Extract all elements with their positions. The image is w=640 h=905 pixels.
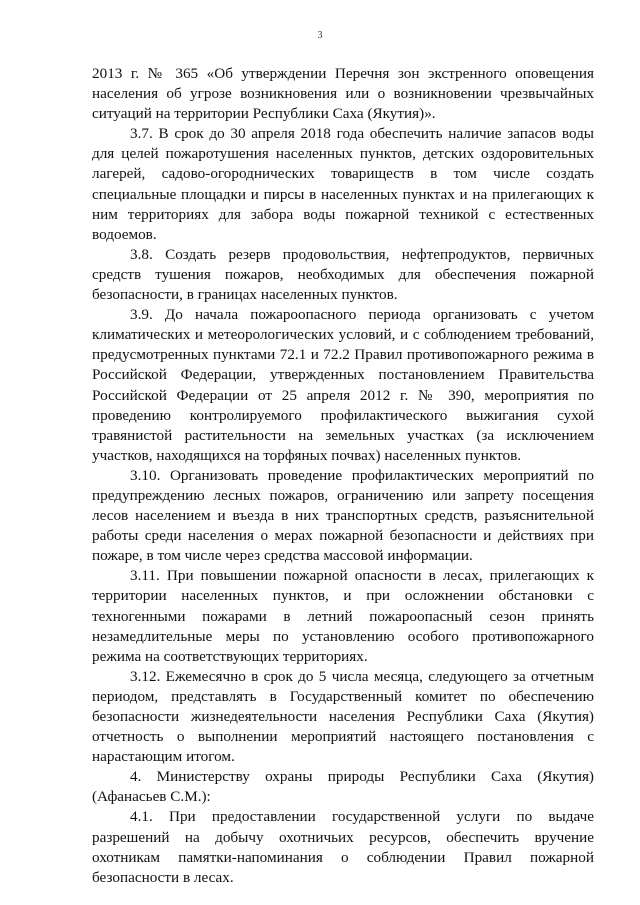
document-body	[92, 64, 594, 888]
paragraph-3-12: 3.12. Ежемесячно в срок до 5 числа месяца, следующего за отчетным периодом, представлять в Государственный комитет по обеспечению безопасности жизнедеятельности населения Республики Саха (Якутия) отчетность о выполнении мероприятий настоящего постановления с нарастающим итогом.	[92, 667, 594, 766]
paragraph-3-8: 3.8. Создать резерв продовольствия, нефтепродуктов, первичных средств тушения пожаров, необходимых для обеспечения пожарной безопасности, в границах населенных пунктов.	[92, 245, 594, 304]
paragraph-4: 4. Министерству охраны природы Республики Саха (Якутия) (Афанасьев С.М.):	[92, 768, 594, 806]
paragraph-3-11: 3.11. При повышении пожарной опасности в лесах, прилегающих к территории населенных пунктов, и при осложнении обстановки с техногенными пожарами в летний пожароопасный сезон принять незамедлительные меры по установлению особого противопожарного режима на соответствующих территориях.	[92, 567, 594, 665]
page-number: 3	[317, 30, 323, 41]
paragraph-3-9: 3.9. До начала пожароопасного периода организовать с учетом климатических и метеорологических условий, и с соблюдением требований, предусмотренных пунктами 72.1 и 72.2 Правил противопожарного режима в Российской Федерации, утвержденных постановлением Правительства Российской Федерации от 25 апреля 2012 г. № 390, мероприятия по проведению контролируемого профилактического выжигания сухой травянистой растительности на земельных участках (за исключением участков, находящихся на торфяных почвах) населенных пунктов.	[92, 306, 594, 464]
paragraph-3-10: 3.10. Организовать проведение профилактических мероприятий по предупреждению лесных пожаров, ограничению или запрету посещения лесов населением и въезда в них транспортных средств, разъяснительной работы среди населения о мерах пожарной безопасности и действиях при пожаре, в том числе через средства массовой информации.	[92, 466, 594, 565]
paragraph-3-7: 3.7. В срок до 30 апреля 2018 года обеспечить наличие запасов воды для целей пожаротушения населенных пунктов, детских оздоровительных лагерей, садово-огороднических товариществ в том числе создать специальные площадки и пирсы в населенных пунктах и на прилегающих к ним территориях для забора воды пожарной техникой с естественных водоемов.	[92, 125, 594, 243]
paragraph-4-1: 4.1. При предоставлении государственной услуги по выдаче разрешений на добычу охотничьих ресурсов, обеспечить вручение охотникам памятки-напоминания о соблюдении Правил пожарной безопасности в лесах.	[92, 808, 594, 886]
paragraph-1: 2013 г. № 365 «Об утверждении Перечня зон экстренного оповещения населения об угрозе возникновения или о возникновении чрезвычайных ситуаций на территории Республики Саха (Якутия)».	[92, 65, 594, 123]
